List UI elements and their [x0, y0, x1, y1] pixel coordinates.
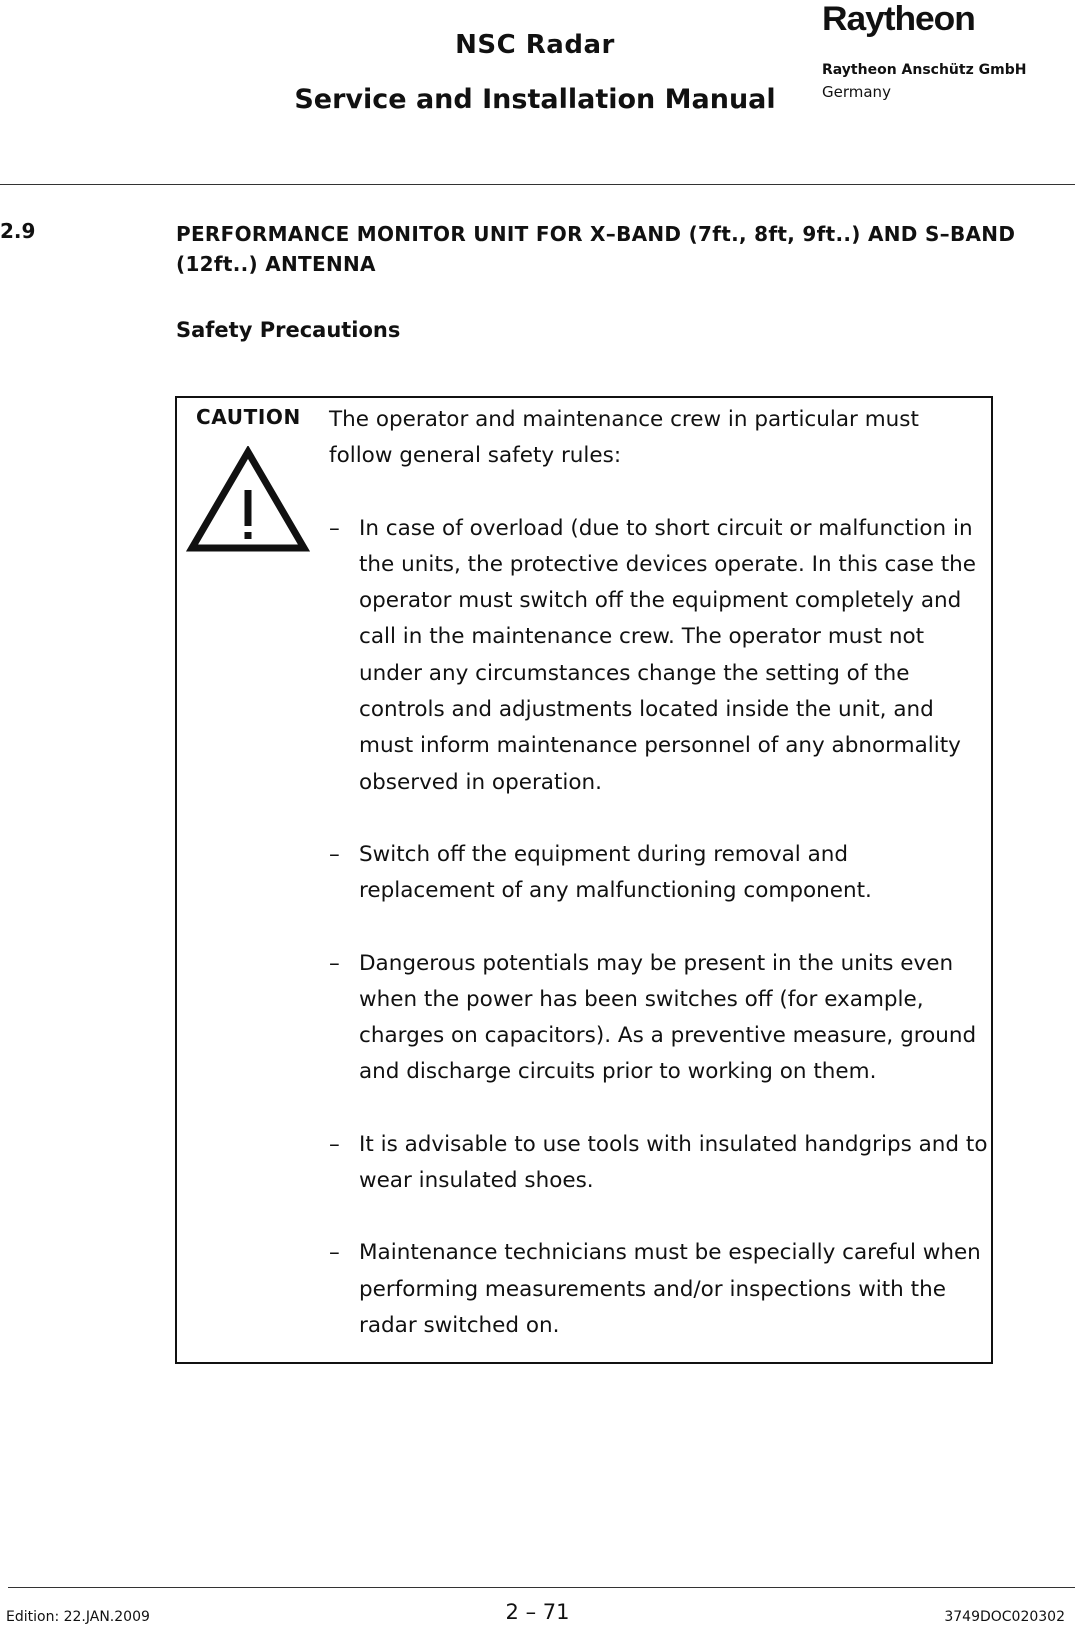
section-number: 2.9 — [0, 219, 36, 243]
bullet-dash: – — [329, 515, 340, 541]
caution-text — [329, 402, 989, 1344]
subheading: Safety Precautions — [176, 318, 401, 342]
section-title: PERFORMANCE MONITOR UNIT FOR X–BAND (7ft., 8ft, 9ft..) AND S–BAND (12ft..) ANTENNA — [176, 222, 1016, 276]
header-subtitle: Service and Installation Manual — [294, 84, 776, 115]
bullet-dash: – — [329, 841, 340, 867]
caution-item: – It is advisable to use tools with insulated handgrips and to wear insulated shoes. — [329, 1127, 989, 1200]
header-divider — [0, 184, 1075, 185]
caution-item: – Dangerous potentials may be present in the units even when the power has been switches off (for example, charges on capacitors). As a preventive measure, ground and discharge circuits prior to working on them. — [329, 946, 989, 1091]
bullet-dash: – — [329, 1131, 340, 1157]
header-title: NSC Radar — [455, 30, 615, 60]
bullet-dash: – — [329, 950, 340, 976]
edition-date: Edition: 22.JAN.2009 — [6, 1609, 150, 1625]
caution-item: – In case of overload (due to short circuit or malfunction in the units, the protective devices operate. In this case the operator must switch off the equipment completely and call in the maintenance crew. The operator must not under any circumstances change the setting of the controls and adjustments located inside the unit, and must inform maintenance personnel of any abnormality observed in operation. — [329, 511, 989, 801]
raytheon-logo: Raytheon — [822, 0, 975, 38]
caution-item: – Switch off the equipment during removal and replacement of any malfunctioning component. — [329, 837, 989, 910]
document-id: 3749DOC020302 — [944, 1609, 1065, 1625]
caution-intro: The operator and maintenance crew in particular must follow general safety rules: — [329, 407, 919, 469]
company-country: Germany — [822, 83, 891, 101]
warning-triangle-icon — [186, 446, 310, 554]
caution-item: – Maintenance technicians must be especially careful when performing measurements and/or inspections with the radar switched on. — [329, 1235, 989, 1344]
bullet-dash: – — [329, 1240, 340, 1266]
caution-label: CAUTION — [196, 405, 301, 429]
page-number: 2 – 71 — [505, 1600, 570, 1624]
company-name: Raytheon Anschütz GmbH — [822, 62, 1027, 78]
footer-divider — [8, 1587, 1075, 1588]
